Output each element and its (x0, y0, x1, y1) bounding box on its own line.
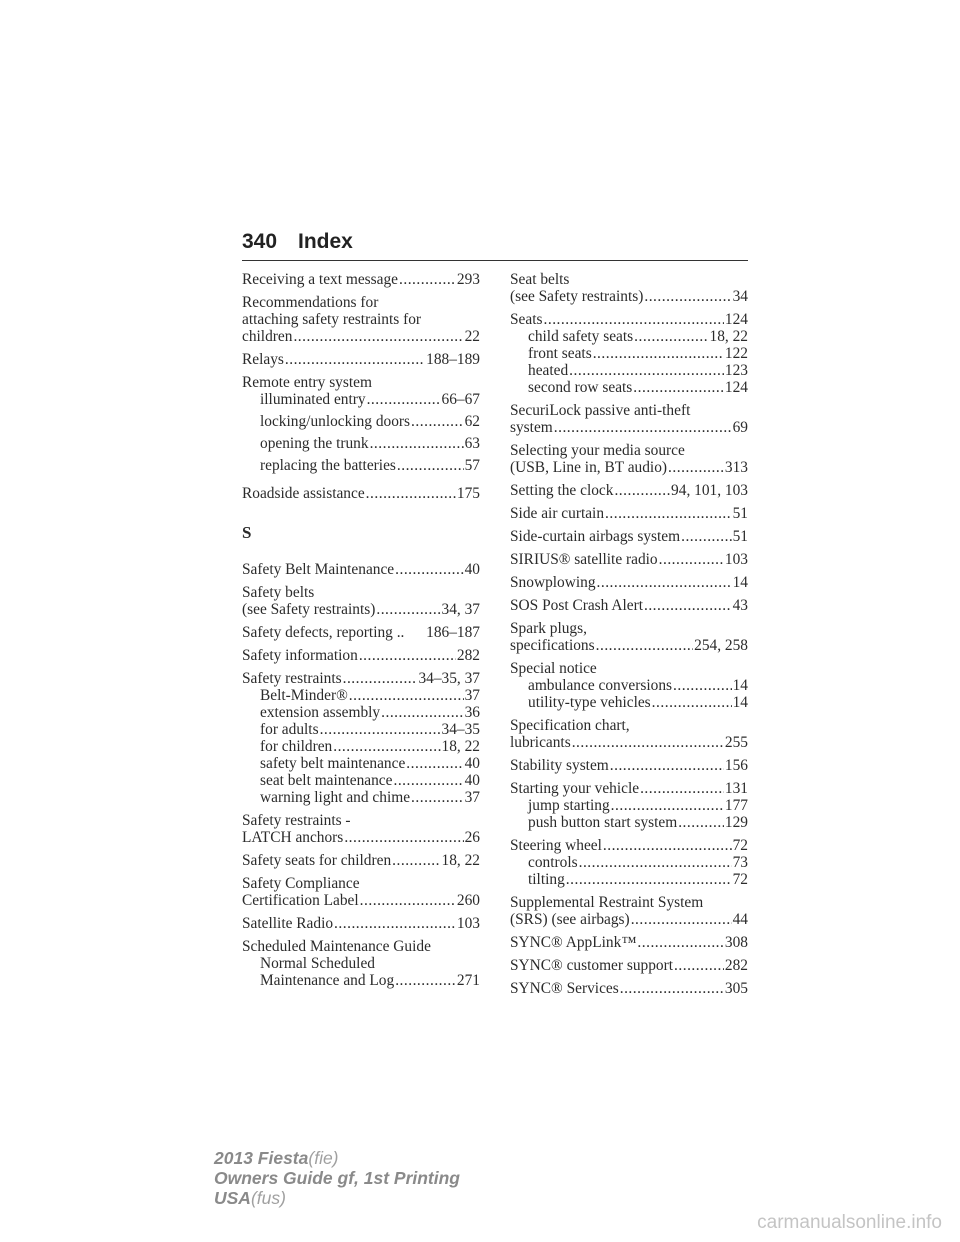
index-term: Stability system (510, 757, 609, 774)
leader-dots (393, 772, 463, 789)
page-reference: 34–35 (441, 721, 480, 738)
leader-dots (395, 972, 456, 989)
footer-edition: Owners Guide gf, 1st Printing (214, 1168, 460, 1188)
page-header (242, 226, 748, 261)
page-reference: 37 (464, 789, 480, 806)
index-entry (510, 980, 748, 997)
index-term: Normal Scheduled (260, 955, 375, 972)
index-term: Starting your vehicle (510, 780, 640, 797)
page-reference: 40 (464, 755, 480, 772)
index-term: child safety seats (528, 328, 634, 345)
index-term: (see Safety restraints) (242, 601, 376, 618)
entry-line (510, 402, 748, 419)
index-entry (242, 875, 480, 909)
index-term: (SRS) (see airbags) (510, 911, 630, 928)
leader-dots (572, 734, 724, 751)
leader-dots (285, 351, 425, 368)
leader-dots (673, 677, 732, 694)
index-entry (510, 957, 748, 974)
page-reference: 124 (724, 311, 748, 328)
page-reference: 94, 101, 103 (671, 482, 748, 499)
page-reference: 282 (456, 647, 480, 664)
page-reference: 308 (724, 934, 748, 951)
index-entry (510, 551, 748, 568)
leader-dots (406, 755, 463, 772)
leader-dots (644, 288, 731, 305)
index-term: SIRIUS® satellite radio (510, 551, 658, 568)
entry-line (242, 561, 480, 578)
leader-dots (333, 738, 440, 755)
entry-line (510, 894, 748, 911)
page-reference: 177 (724, 797, 748, 814)
page-reference: 103 (724, 551, 748, 568)
index-term: (see Safety restraints) (510, 288, 644, 305)
leader-dots (593, 345, 724, 362)
index-entry (510, 934, 748, 951)
entry-line (242, 670, 480, 687)
page-reference: 14 (732, 694, 748, 711)
index-term: for children (260, 738, 333, 755)
index-term: lubricants (510, 734, 571, 751)
index-term: Roadside assistance (242, 485, 365, 502)
leader-dots (343, 670, 418, 687)
leader-dots (395, 561, 463, 578)
page-reference: 43 (732, 597, 748, 614)
page-reference: 34 (732, 288, 748, 305)
index-term: front seats (528, 345, 592, 362)
page-reference: 69 (732, 419, 748, 436)
sub-entry-line (510, 871, 748, 888)
entry-line (510, 957, 748, 974)
page-reference: 18, 22 (441, 738, 480, 755)
leader-dots (370, 435, 464, 452)
page-reference: 34, 37 (441, 601, 480, 618)
leader-dots (644, 597, 732, 614)
sub-entry-line (242, 413, 480, 430)
index-term: safety belt maintenance (260, 755, 406, 772)
leader-dots (614, 482, 670, 499)
entry-line (510, 459, 748, 476)
index-entry (242, 915, 480, 932)
leader-dots (320, 721, 441, 738)
page-reference: 254, 258 (694, 637, 748, 654)
index-entry (510, 505, 748, 522)
entry-line (242, 938, 480, 955)
entry-line (242, 852, 480, 869)
page-reference: 34–35, 37 (418, 670, 480, 687)
sub-entry-line (242, 457, 480, 474)
index-term: Safety information (242, 647, 358, 664)
watermark: carmanualsonline.info (757, 1212, 942, 1233)
sub-entry-line (242, 955, 480, 972)
index-term: Supplemental Restraint System (510, 894, 704, 911)
index-entry (510, 757, 748, 774)
index-entry (242, 852, 480, 869)
leader-dots (668, 459, 724, 476)
leader-dots (349, 687, 464, 704)
entry-line (242, 915, 480, 932)
leader-dots (293, 328, 463, 345)
index-term: Side-curtain airbags system (510, 528, 681, 545)
index-term: warning light and chime (260, 789, 411, 806)
index-entry (510, 837, 748, 888)
entry-line (510, 734, 748, 751)
page-reference: 18, 22 (441, 852, 480, 869)
sub-entry-line (510, 814, 748, 831)
entry-line (242, 328, 480, 345)
index-term: Safety defects, reporting .. (242, 624, 405, 641)
entry-line (510, 597, 748, 614)
index-entry (510, 780, 748, 831)
entry-line (510, 620, 748, 637)
entry-line (242, 647, 480, 664)
index-entry (510, 717, 748, 751)
index-term: specifications (510, 637, 595, 654)
leader-dots (631, 911, 732, 928)
sub-entry-line (242, 435, 480, 452)
entry-line (242, 875, 480, 892)
index-entry (242, 647, 480, 664)
index-entry (242, 938, 480, 989)
footer-model: 2013 Fiesta (214, 1148, 309, 1168)
index-term: LATCH anchors (242, 829, 344, 846)
leader-dots (605, 505, 732, 522)
entry-line (242, 624, 480, 641)
entry-line (510, 574, 748, 591)
entry-line (242, 829, 480, 846)
index-entry (510, 311, 748, 396)
index-term: push button start system (528, 814, 678, 831)
leader-dots (411, 789, 464, 806)
entry-line (510, 442, 748, 459)
entry-line (510, 837, 748, 854)
index-term: Belt-Minder® (260, 687, 348, 704)
page-reference: 62 (464, 413, 480, 430)
page-reference: 40 (464, 772, 480, 789)
index-term: Specification chart, (510, 717, 630, 734)
sub-entry-line (242, 738, 480, 755)
index-term: Spark plugs, (510, 620, 587, 637)
index-term: SecuriLock passive anti-theft (510, 402, 691, 419)
leader-dots (376, 601, 440, 618)
sub-entry-line (242, 721, 480, 738)
page-reference: 186–187 (426, 624, 480, 641)
index-term: system (510, 419, 553, 436)
index-term: Safety Compliance (242, 875, 360, 892)
leader-dots (554, 419, 732, 436)
entry-line (510, 311, 748, 328)
entry-line (242, 351, 480, 368)
index-term: Safety seats for children (242, 852, 392, 869)
leader-dots (344, 829, 463, 846)
index-term: ambulance conversions (528, 677, 673, 694)
entry-line (510, 780, 748, 797)
entry-line (510, 911, 748, 928)
index-term: Setting the clock (510, 482, 614, 499)
sub-entry-line (242, 789, 480, 806)
entry-line (510, 419, 748, 436)
footer-market: USA (214, 1188, 251, 1208)
page-reference: 188–189 (426, 351, 480, 368)
index-entry (510, 574, 748, 591)
sub-entry-line (510, 694, 748, 711)
index-term: Selecting your media source (510, 442, 685, 459)
page-reference: 124 (724, 379, 748, 396)
index-entry (242, 485, 480, 502)
index-letter-heading: S (242, 523, 252, 542)
entry-line (510, 660, 748, 677)
entry-line (510, 717, 748, 734)
document-footer (214, 1148, 460, 1208)
leader-dots (392, 852, 440, 869)
sub-entry-line (242, 391, 480, 408)
entry-line (510, 505, 748, 522)
index-term: utility-type vehicles (528, 694, 651, 711)
sub-entry-line (242, 972, 480, 989)
index-term: Scheduled Maintenance Guide (242, 938, 431, 955)
leader-dots (652, 694, 732, 711)
leader-dots (399, 271, 456, 288)
index-entry (510, 482, 748, 499)
index-term: tilting (528, 871, 565, 888)
index-term: Seat belts (510, 271, 570, 288)
sub-entry-line (510, 345, 748, 362)
index-term: Side air curtain (510, 505, 605, 522)
leader-dots (596, 637, 694, 654)
entry-line (510, 482, 748, 499)
index-term: replacing the batteries (260, 457, 396, 474)
sub-entry-line (242, 755, 480, 772)
leader-dots (674, 957, 724, 974)
page-reference: 57 (464, 457, 480, 474)
page-reference: 18, 22 (709, 328, 748, 345)
entry-line (510, 637, 748, 654)
index-column-right (510, 271, 748, 1003)
page-reference: 122 (724, 345, 748, 362)
sub-entry-line (510, 379, 748, 396)
index-term: Safety restraints (242, 670, 342, 687)
leader-dots (367, 391, 441, 408)
index-term: SYNC® Services (510, 980, 619, 997)
entry-line (510, 757, 748, 774)
sub-entry-line (242, 704, 480, 721)
sub-entry-line (510, 328, 748, 345)
leader-dots (659, 551, 724, 568)
page-reference: 305 (724, 980, 748, 997)
index-entry (242, 294, 480, 345)
index-entry (510, 894, 748, 928)
sub-entry-line (510, 362, 748, 379)
entry-line (242, 311, 480, 328)
leader-dots (334, 915, 456, 932)
leader-dots (633, 379, 724, 396)
index-term: for adults (260, 721, 319, 738)
index-term: Snowplowing (510, 574, 596, 591)
page-reference: 260 (456, 892, 480, 909)
footer-model-code: (fie) (308, 1148, 339, 1168)
entry-line (242, 584, 480, 601)
page-reference: 123 (724, 362, 748, 379)
page-reference: 22 (464, 328, 480, 345)
index-term: Safety belts (242, 584, 315, 601)
leader-dots (544, 311, 724, 328)
index-entry (510, 660, 748, 711)
leader-dots (381, 704, 463, 721)
page-reference: 103 (456, 915, 480, 932)
page-reference: 271 (456, 972, 480, 989)
index-term: controls (528, 854, 578, 871)
leader-dots (610, 757, 724, 774)
page-reference: 36 (464, 704, 480, 721)
sub-entry-line (510, 677, 748, 694)
index-entry (510, 402, 748, 436)
index-term: Receiving a text message (242, 271, 398, 288)
index-entry (510, 620, 748, 654)
index-term: Certification Label (242, 892, 359, 909)
page-reference: 282 (724, 957, 748, 974)
index-term: children (242, 328, 293, 345)
leader-dots (360, 892, 456, 909)
leader-dots (634, 328, 708, 345)
index-term: Seats (510, 311, 543, 328)
entry-line (510, 288, 748, 305)
entry-line (242, 485, 480, 502)
leader-dots (366, 485, 456, 502)
index-term: jump starting (528, 797, 610, 814)
page-reference: 51 (732, 505, 748, 522)
leader-dots (569, 362, 724, 379)
page-reference: 14 (732, 677, 748, 694)
section-title: Index (298, 230, 353, 253)
page-reference: 51 (732, 528, 748, 545)
page-reference: 313 (724, 459, 748, 476)
entry-line (242, 294, 480, 311)
index-term: opening the trunk (260, 435, 369, 452)
leader-dots (637, 934, 724, 951)
index-entry (242, 584, 480, 618)
index-term: (USB, Line in, BT audio) (510, 459, 668, 476)
index-entry (242, 374, 480, 479)
sub-entry-line (242, 687, 480, 704)
index-term: second row seats (528, 379, 633, 396)
index-entry (242, 812, 480, 846)
entry-line (242, 812, 480, 829)
leader-dots (681, 528, 732, 545)
index-entry (242, 561, 480, 578)
page-reference: 37 (464, 687, 480, 704)
index-term: Special notice (510, 660, 597, 677)
index-term: Remote entry system (242, 374, 372, 391)
page-reference: 14 (732, 574, 748, 591)
leader-dots (579, 854, 732, 871)
entry-line (510, 934, 748, 951)
page-reference: 44 (732, 911, 748, 928)
index-entry (510, 442, 748, 476)
sub-entry-line (510, 797, 748, 814)
index-term: Recommendations for (242, 294, 379, 311)
index-term: Safety restraints - (242, 812, 351, 829)
index-term: SYNC® AppLink™ (510, 934, 637, 951)
index-column-left (242, 271, 480, 995)
page-reference: 26 (464, 829, 480, 846)
leader-dots (397, 457, 464, 474)
index-term: locking/unlocking doors (260, 413, 411, 430)
index-term: Satellite Radio (242, 915, 334, 932)
index-entry (242, 271, 480, 288)
index-term: extension assembly (260, 704, 381, 721)
index-term: seat belt maintenance (260, 772, 393, 789)
page-reference: 129 (724, 814, 748, 831)
page-reference: 40 (464, 561, 480, 578)
page-reference: 156 (724, 757, 748, 774)
page-reference: 72 (732, 871, 748, 888)
entry-line (242, 892, 480, 909)
page-reference: 72 (732, 837, 748, 854)
leader-dots (603, 837, 732, 854)
index-term: illuminated entry (260, 391, 366, 408)
leader-dots (566, 871, 732, 888)
index-term: attaching safety restraints for (242, 311, 422, 328)
leader-dots (678, 814, 724, 831)
index-entry (242, 670, 480, 806)
leader-dots (411, 413, 464, 430)
entry-line (242, 601, 480, 618)
leader-dots (597, 574, 732, 591)
index-term: heated (528, 362, 569, 379)
page-reference: 255 (724, 734, 748, 751)
index-term: Relays (242, 351, 284, 368)
leader-dots (611, 797, 724, 814)
index-term: Steering wheel (510, 837, 602, 854)
page-reference: 293 (456, 271, 480, 288)
page-reference: 131 (724, 780, 748, 797)
index-entry (510, 597, 748, 614)
page-reference: 175 (456, 485, 480, 502)
index-entry (510, 271, 748, 305)
entry-line (510, 980, 748, 997)
entry-line (242, 271, 480, 288)
sub-entry-line (510, 854, 748, 871)
entry-line (510, 551, 748, 568)
index-term: Safety Belt Maintenance (242, 561, 395, 578)
index-term: Maintenance and Log (260, 972, 395, 989)
entry-line (510, 528, 748, 545)
index-entry (242, 624, 480, 641)
index-term: SOS Post Crash Alert (510, 597, 643, 614)
entry-line (510, 271, 748, 288)
leader-dots (620, 980, 724, 997)
index-term: SYNC® customer support (510, 957, 674, 974)
index-entry (510, 528, 748, 545)
entry-line (242, 374, 480, 391)
page-reference: 63 (464, 435, 480, 452)
page-reference: 73 (732, 854, 748, 871)
leader-dots (359, 647, 456, 664)
footer-market-code: (fus) (250, 1188, 286, 1208)
page-number: 340 (242, 230, 278, 253)
page-reference: 66–67 (441, 391, 480, 408)
index-entry (242, 351, 480, 368)
sub-entry-line (242, 772, 480, 789)
leader-dots (640, 780, 724, 797)
